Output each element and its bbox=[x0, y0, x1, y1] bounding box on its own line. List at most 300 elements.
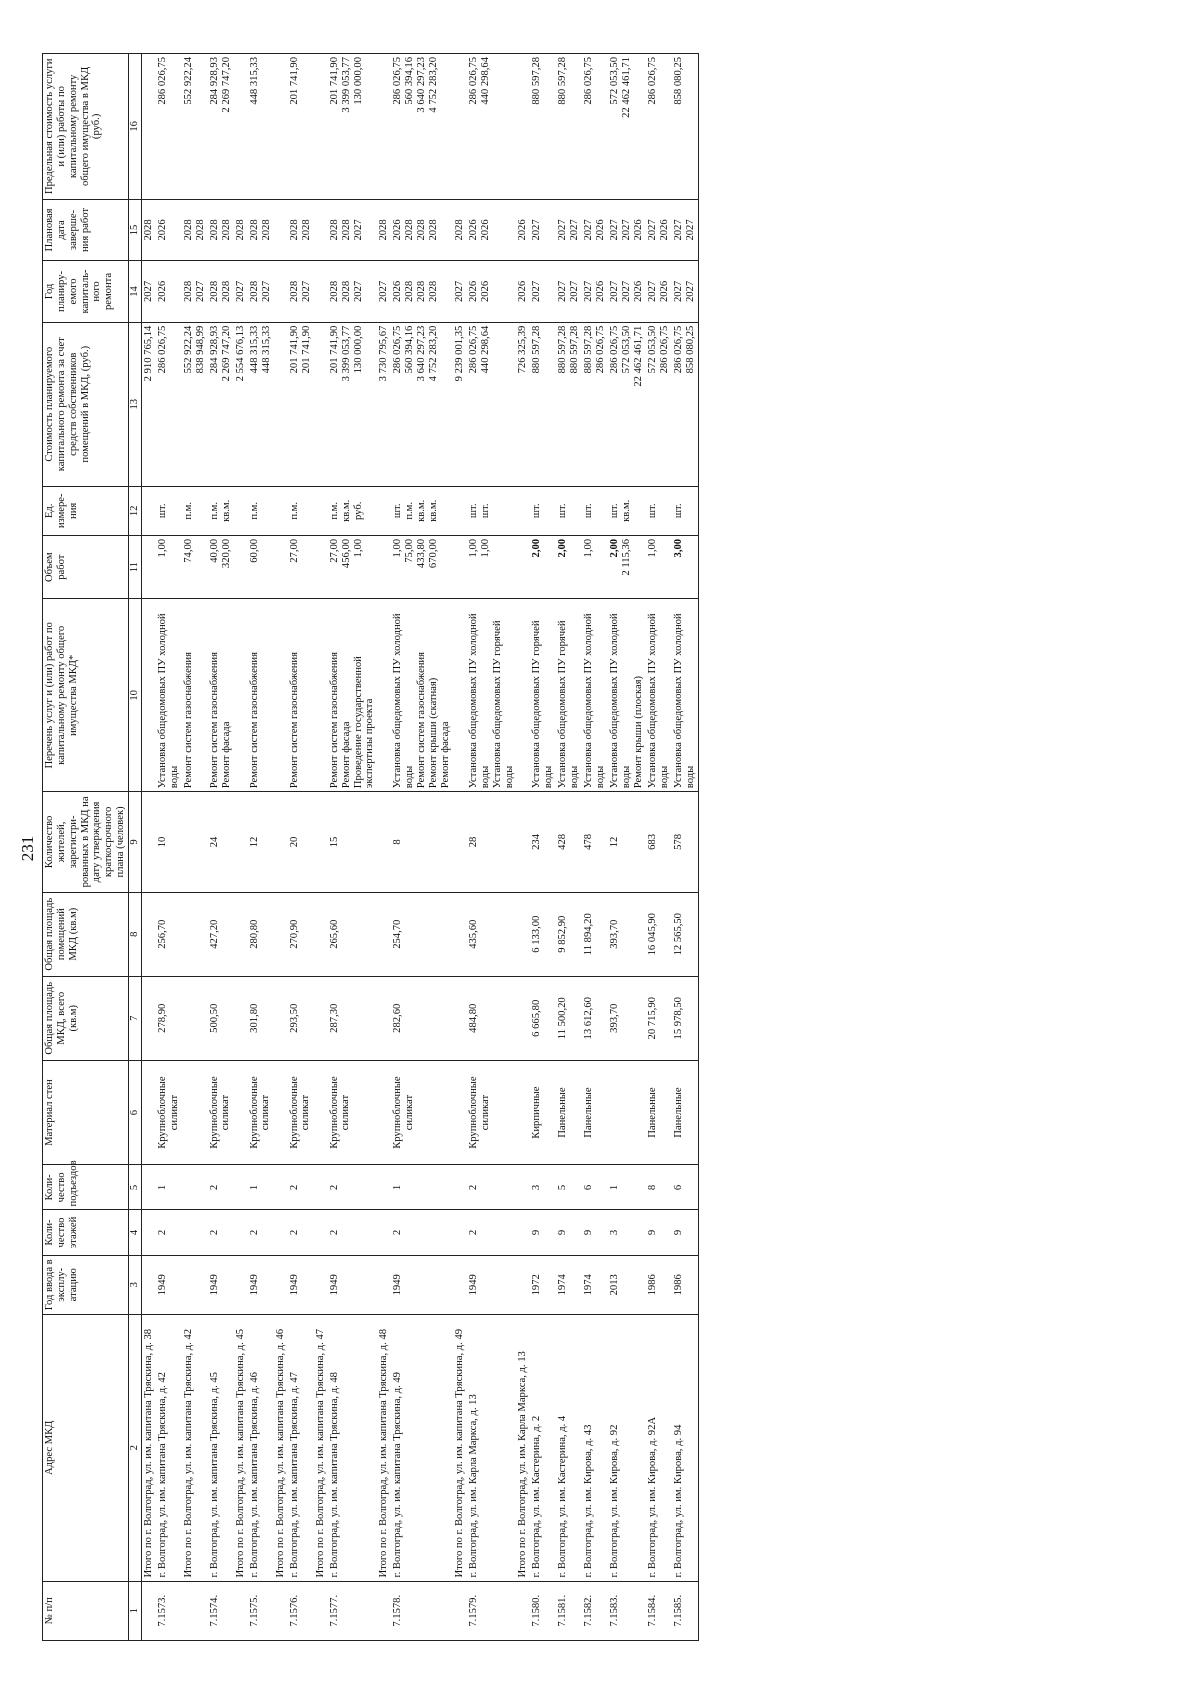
volume-line: 1,00 bbox=[480, 538, 492, 558]
address-cell: г. Волгоград, ул. им. Кирова, д. 92А bbox=[646, 1315, 672, 1582]
unit-cell bbox=[182, 486, 208, 535]
limit-cost-cell bbox=[391, 54, 453, 200]
works-line: Установка общедомовых ПУ холодной воды bbox=[392, 613, 416, 789]
end-date-line: 2026 bbox=[468, 219, 480, 241]
volume-line bbox=[143, 539, 155, 596]
year-built-cell: 1949 bbox=[288, 1255, 314, 1314]
volume-cell bbox=[646, 535, 672, 599]
plan-year-line: 2028 bbox=[416, 280, 428, 303]
entrances-cell: 8 bbox=[646, 1165, 672, 1210]
plan-year-line bbox=[275, 264, 287, 319]
floors-cell: 9 bbox=[646, 1210, 672, 1255]
unit-cell bbox=[156, 486, 182, 535]
limit-cost-line bbox=[517, 57, 529, 196]
floors-cell: 2 bbox=[208, 1210, 234, 1255]
works-cell bbox=[646, 599, 672, 792]
works-cell bbox=[582, 599, 608, 792]
plan-year-cell bbox=[672, 261, 699, 323]
plan-year-line: 2028 bbox=[288, 280, 300, 303]
year-built-cell bbox=[377, 1255, 391, 1314]
unit-line: руб. bbox=[352, 501, 364, 520]
premises-area-cell bbox=[274, 892, 288, 976]
end-date-line: 2028 bbox=[182, 219, 194, 241]
unit-line: кв.м. bbox=[220, 499, 232, 522]
unit-cell bbox=[141, 486, 156, 535]
premises-area-cell: 12 565,50 bbox=[672, 892, 699, 976]
plan-year-line: 2028 bbox=[182, 280, 194, 303]
row-number bbox=[453, 1581, 467, 1640]
address-cell: г. Волгоград, ул. им. Кирова, д. 94 bbox=[672, 1315, 699, 1582]
plan-year-line: 2028 bbox=[428, 280, 440, 303]
limit-cost-line: 572 053,50 bbox=[609, 57, 621, 105]
plan-year-cell bbox=[234, 261, 248, 323]
floors-cell: 2 bbox=[288, 1210, 314, 1255]
address-cell: г. Волгоград, ул. им. капитана Тряскина, д. 47 bbox=[288, 1315, 314, 1582]
end-date-line: 2026 bbox=[392, 219, 404, 241]
end-date-line: 2028 bbox=[428, 219, 440, 241]
total-area-cell bbox=[516, 976, 530, 1060]
limit-cost-cell bbox=[156, 54, 182, 200]
end-date-line: 2027 bbox=[609, 219, 621, 241]
unit-line: шт. bbox=[468, 503, 480, 519]
plan-year-cell bbox=[248, 261, 274, 323]
end-date-cell bbox=[141, 199, 156, 261]
floors-cell bbox=[182, 1210, 208, 1255]
row-number: 7.1577. bbox=[328, 1581, 378, 1640]
address-cell: г. Волгоград, ул. им. Кирова, д. 43 bbox=[582, 1315, 608, 1582]
end-date-line bbox=[275, 203, 287, 258]
residents-cell bbox=[182, 792, 208, 892]
cost-line: 880 597,28 bbox=[557, 325, 569, 374]
unit-cell bbox=[453, 486, 467, 535]
row-number: 7.1578. bbox=[391, 1581, 453, 1640]
wall-material-cell bbox=[453, 1060, 467, 1165]
works-line: Ремонт фасада bbox=[440, 721, 452, 789]
cost-line: 284 928,93 bbox=[208, 325, 220, 374]
cost-line: 286 026,75 bbox=[595, 325, 607, 374]
limit-cost-cell bbox=[234, 54, 248, 200]
plan-year-cell bbox=[467, 261, 516, 323]
limit-cost-line: 552 922,24 bbox=[182, 57, 194, 105]
cost-line bbox=[275, 326, 287, 483]
end-date-line: 2027 bbox=[557, 219, 569, 241]
premises-area-cell bbox=[314, 892, 328, 976]
header-cell: Материал стен bbox=[43, 1060, 129, 1165]
works-line: Ремонт систем газоснабжения bbox=[328, 652, 340, 789]
premises-area-cell: 270,90 bbox=[288, 892, 314, 976]
limit-cost-cell bbox=[248, 54, 274, 200]
entrances-cell bbox=[182, 1165, 208, 1210]
row-number: 7.1579. bbox=[467, 1581, 516, 1640]
limit-cost-cell bbox=[556, 54, 582, 200]
row-number bbox=[234, 1581, 248, 1640]
address-cell: Итого по г. Волгоград, ул. им. Карла Маркса, д. 13 bbox=[516, 1315, 530, 1582]
volume-line: 3,00 bbox=[673, 538, 685, 558]
floors-cell: 9 bbox=[582, 1210, 608, 1255]
row-number bbox=[516, 1581, 530, 1640]
limit-cost-line: 201 741,90 bbox=[328, 57, 340, 105]
volume-line bbox=[454, 539, 466, 596]
premises-area-cell: 6 133,00 bbox=[530, 892, 556, 976]
wall-material-cell: Крупноблочные силикат bbox=[208, 1060, 234, 1165]
works-cell bbox=[467, 599, 516, 792]
floors-cell bbox=[314, 1210, 328, 1255]
volume-line: 456,00 bbox=[340, 538, 352, 569]
cost-line: 286 026,75 bbox=[392, 325, 404, 374]
volume-cell bbox=[556, 535, 582, 599]
volume-line: 1,00 bbox=[352, 538, 364, 558]
wall-material-cell: Крупноблочные силикат bbox=[156, 1060, 182, 1165]
entrances-cell: 3 bbox=[530, 1165, 556, 1210]
residents-cell bbox=[516, 792, 530, 892]
end-date-cell bbox=[314, 199, 328, 261]
limit-cost-line: 440 298,64 bbox=[480, 57, 492, 105]
plan-year-cell bbox=[377, 261, 391, 323]
total-area-cell: 301,80 bbox=[248, 976, 274, 1060]
cost-line: 3 399 053,77 bbox=[340, 325, 352, 382]
residents-cell: 578 bbox=[672, 792, 699, 892]
volume-cell bbox=[453, 535, 467, 599]
column-number: 16 bbox=[129, 54, 142, 200]
plan-year-line: 2027 bbox=[194, 280, 206, 303]
column-number: 10 bbox=[129, 599, 142, 792]
premises-area-cell: 265,60 bbox=[328, 892, 378, 976]
entrances-cell bbox=[314, 1165, 328, 1210]
limit-cost-line: 286 026,75 bbox=[647, 57, 659, 105]
works-line: Ремонт систем газоснабжения bbox=[208, 652, 220, 789]
works-line: Установка общедомовых ПУ холодной воды bbox=[468, 613, 491, 789]
total-area-cell bbox=[234, 976, 248, 1060]
end-date-line: 2026 bbox=[517, 219, 529, 241]
address-cell: Итого по г. Волгоград, ул. им. капитана Тряскина, д. 46 bbox=[274, 1315, 288, 1582]
cost-line: 726 325,39 bbox=[517, 325, 529, 374]
works-line: Ремонт крыши (плоская) bbox=[632, 675, 644, 789]
end-date-line: 2028 bbox=[404, 219, 416, 241]
wall-material-cell: Крупноблочные силикат bbox=[248, 1060, 274, 1165]
plan-year-line: 2026 bbox=[633, 280, 645, 303]
cost-cell bbox=[377, 322, 391, 486]
floors-cell: 2 bbox=[467, 1210, 516, 1255]
row-number: 7.1585. bbox=[672, 1581, 699, 1640]
limit-cost-line: 880 597,28 bbox=[531, 57, 543, 105]
unit-cell bbox=[377, 486, 391, 535]
plan-year-cell bbox=[208, 261, 234, 323]
cost-cell bbox=[391, 322, 453, 486]
table-row bbox=[328, 54, 378, 1641]
volume-line: 1,00 bbox=[647, 538, 659, 558]
plan-year-line: 2027 bbox=[647, 280, 659, 303]
volume-cell bbox=[274, 535, 288, 599]
works-line bbox=[454, 602, 466, 788]
plan-year-line: 2026 bbox=[156, 280, 168, 303]
cost-line: 448 315,33 bbox=[248, 325, 260, 374]
end-date-line: 2028 bbox=[208, 219, 220, 241]
total-area-cell: 484,80 bbox=[467, 976, 516, 1060]
cost-line: 2 910 765,14 bbox=[142, 325, 154, 382]
end-date-cell bbox=[377, 199, 391, 261]
address-cell: г. Волгоград, ул. им. Кастерина, д. 4 bbox=[556, 1315, 582, 1582]
unit-line: кв.м. bbox=[621, 499, 633, 522]
end-date-line: 2027 bbox=[673, 219, 685, 241]
end-date-line: 2027 bbox=[569, 219, 581, 241]
cost-line: 201 741,90 bbox=[288, 325, 300, 374]
unit-line bbox=[275, 490, 287, 532]
table-row bbox=[156, 54, 182, 1641]
total-area-cell: 278,90 bbox=[156, 976, 182, 1060]
residents-cell: 12 bbox=[608, 792, 646, 892]
entrances-cell bbox=[516, 1165, 530, 1210]
unit-line: п.м. bbox=[328, 501, 340, 520]
plan-year-cell bbox=[288, 261, 314, 323]
premises-area-cell: 393,70 bbox=[608, 892, 646, 976]
unit-cell bbox=[672, 486, 699, 535]
cost-cell bbox=[141, 322, 156, 486]
column-number: 9 bbox=[129, 792, 142, 892]
end-date-line: 2027 bbox=[647, 219, 659, 241]
works-line: Ремонт фасада bbox=[220, 721, 232, 789]
table-row bbox=[274, 54, 288, 1641]
end-date-line: 2028 bbox=[288, 219, 300, 241]
plan-year-cell bbox=[141, 261, 156, 323]
volume-line: 2,00 bbox=[557, 538, 569, 558]
end-date-line: 2026 bbox=[595, 219, 607, 241]
table-row bbox=[208, 54, 234, 1641]
row-number: 7.1583. bbox=[608, 1581, 646, 1640]
row-number bbox=[274, 1581, 288, 1640]
unit-line: шт. bbox=[647, 503, 659, 519]
unit-line: кв.м. bbox=[416, 499, 428, 522]
end-date-line: 2028 bbox=[234, 219, 246, 241]
wall-material-cell bbox=[314, 1060, 328, 1165]
limit-cost-cell bbox=[453, 54, 467, 200]
wall-material-cell bbox=[608, 1060, 646, 1165]
cost-line: 3 730 795,67 bbox=[378, 325, 390, 382]
works-cell bbox=[234, 599, 248, 792]
cost-line: 286 026,75 bbox=[673, 325, 685, 374]
end-date-cell bbox=[288, 199, 314, 261]
volume-cell bbox=[208, 535, 234, 599]
cost-cell bbox=[328, 322, 378, 486]
volume-cell bbox=[182, 535, 208, 599]
wall-material-cell bbox=[182, 1060, 208, 1165]
page-number: 231 bbox=[18, 835, 37, 862]
end-date-line: 2026 bbox=[480, 219, 492, 241]
residents-cell: 12 bbox=[248, 792, 274, 892]
works-line bbox=[517, 602, 529, 788]
end-date-line: 2026 bbox=[633, 219, 645, 241]
header-cell: Коли-чество этажей bbox=[43, 1210, 129, 1255]
unit-cell bbox=[516, 486, 530, 535]
unit-cell bbox=[467, 486, 516, 535]
volume-line bbox=[235, 539, 247, 596]
residents-cell bbox=[274, 792, 288, 892]
works-line bbox=[275, 602, 287, 788]
plan-year-cell bbox=[608, 261, 646, 323]
works-cell bbox=[141, 599, 156, 792]
unit-line: шт. bbox=[673, 503, 685, 519]
limit-cost-line: 560 394,16 bbox=[404, 57, 416, 105]
limit-cost-cell bbox=[530, 54, 556, 200]
entrances-cell bbox=[234, 1165, 248, 1210]
wall-material-cell: Панельные bbox=[556, 1060, 582, 1165]
volume-cell bbox=[288, 535, 314, 599]
total-area-cell: 20 715,90 bbox=[646, 976, 672, 1060]
floors-cell bbox=[516, 1210, 530, 1255]
works-cell bbox=[516, 599, 530, 792]
unit-line: кв.м. bbox=[340, 499, 352, 522]
column-number: 4 bbox=[129, 1210, 142, 1255]
works-cell bbox=[672, 599, 699, 792]
table-row bbox=[582, 54, 608, 1641]
cost-cell bbox=[248, 322, 274, 486]
works-cell bbox=[530, 599, 556, 792]
address-cell: Итого по г. Волгоград, ул. им. капитана Тряскина, д. 38 bbox=[141, 1315, 156, 1582]
works-cell bbox=[556, 599, 582, 792]
table-row bbox=[646, 54, 672, 1641]
total-area-cell: 13 612,60 bbox=[582, 976, 608, 1060]
volume-line: 2 115,36 bbox=[621, 538, 633, 576]
cost-line: 880 597,28 bbox=[583, 325, 595, 374]
end-date-cell bbox=[467, 199, 516, 261]
entrances-cell: 2 bbox=[288, 1165, 314, 1210]
unit-cell bbox=[608, 486, 646, 535]
plan-year-cell bbox=[646, 261, 672, 323]
header-row bbox=[43, 54, 129, 1641]
premises-area-cell: 254,70 bbox=[391, 892, 453, 976]
header-cell: Адрес МКД bbox=[43, 1315, 129, 1582]
repair-plan-table bbox=[42, 53, 699, 1641]
residents-cell: 8 bbox=[391, 792, 453, 892]
floors-cell bbox=[274, 1210, 288, 1255]
limit-cost-line: 3 399 053,77 bbox=[340, 57, 352, 113]
premises-area-cell bbox=[453, 892, 467, 976]
volume-line: 2,00 bbox=[531, 538, 543, 558]
volume-line: 75,00 bbox=[404, 538, 416, 563]
year-built-cell: 1974 bbox=[556, 1255, 582, 1314]
address-cell: г. Волгоград, ул. им. капитана Тряскина, д. 49 bbox=[391, 1315, 453, 1582]
works-line: Установка общедомовых ПУ горячей воды bbox=[557, 620, 581, 789]
volume-cell bbox=[248, 535, 274, 599]
address-cell: г. Волгоград, ул. им. капитана Тряскина, д. 46 bbox=[248, 1315, 274, 1582]
cost-line: 286 026,75 bbox=[609, 325, 621, 374]
works-line: Проведение государственной экспертизы проекта bbox=[352, 656, 376, 789]
plan-year-cell bbox=[182, 261, 208, 323]
end-date-line: 2028 bbox=[416, 219, 428, 241]
address-cell: Итого по г. Волгоград, ул. им. капитана Тряскина, д. 47 bbox=[314, 1315, 328, 1582]
year-built-cell: 1986 bbox=[646, 1255, 672, 1314]
plan-year-cell bbox=[530, 261, 556, 323]
plan-year-line: 2027 bbox=[557, 280, 569, 303]
residents-cell: 428 bbox=[556, 792, 582, 892]
works-cell bbox=[608, 599, 646, 792]
volume-cell bbox=[530, 535, 556, 599]
cost-line: 2 269 747,20 bbox=[220, 325, 232, 382]
premises-area-cell: 16 045,90 bbox=[646, 892, 672, 976]
limit-cost-cell bbox=[516, 54, 530, 200]
cost-cell bbox=[156, 322, 182, 486]
year-built-cell bbox=[453, 1255, 467, 1314]
volume-cell bbox=[516, 535, 530, 599]
address-cell: г. Волгоград, ул. им. капитана Тряскина, д. 48 bbox=[328, 1315, 378, 1582]
plan-year-line: 2027 bbox=[531, 280, 543, 303]
volume-cell bbox=[582, 535, 608, 599]
limit-cost-cell bbox=[328, 54, 378, 200]
works-line: Установка общедомовых ПУ горячей воды bbox=[491, 620, 515, 789]
year-built-cell: 1949 bbox=[391, 1255, 453, 1314]
end-date-line bbox=[315, 203, 327, 258]
volume-line: 433,80 bbox=[416, 538, 428, 569]
wall-material-cell: Панельные bbox=[672, 1060, 699, 1165]
cost-line: 552 922,24 bbox=[182, 325, 194, 374]
row-number: 7.1576. bbox=[288, 1581, 314, 1640]
plan-year-line: 2027 bbox=[621, 280, 633, 303]
address-cell: г. Волгоград, ул. им. капитана Тряскина, д. 45 bbox=[208, 1315, 234, 1582]
works-line: Установка общедомовых ПУ холодной воды bbox=[673, 613, 697, 789]
plan-year-line: 2027 bbox=[673, 280, 685, 303]
works-cell bbox=[328, 599, 378, 792]
wall-material-cell: Крупноблочные силикат bbox=[391, 1060, 453, 1165]
total-area-cell: 393,70 bbox=[608, 976, 646, 1060]
row-number bbox=[377, 1581, 391, 1640]
address-cell: Итого по г. Волгоград, ул. им. капитана Тряскина, д. 49 bbox=[453, 1315, 467, 1582]
works-cell bbox=[248, 599, 274, 792]
volume-line: 40,00 bbox=[208, 538, 220, 563]
volume-line: 320,00 bbox=[220, 538, 232, 569]
row-number: 7.1574. bbox=[208, 1581, 234, 1640]
cost-line: 572 053,50 bbox=[647, 325, 659, 374]
column-number: 2 bbox=[129, 1315, 142, 1582]
unit-line: п.м. bbox=[288, 501, 300, 520]
limit-cost-line: 286 026,75 bbox=[392, 57, 404, 105]
header-cell: Объем работ bbox=[43, 535, 129, 599]
cost-cell bbox=[208, 322, 234, 486]
volume-line: 1,00 bbox=[583, 538, 595, 558]
table-row bbox=[248, 54, 274, 1641]
limit-cost-cell bbox=[182, 54, 208, 200]
entrances-cell: 6 bbox=[672, 1165, 699, 1210]
volume-line: 2,00 bbox=[609, 538, 621, 558]
entrances-cell: 1 bbox=[156, 1165, 182, 1210]
column-number: 7 bbox=[129, 976, 142, 1060]
address-cell: г. Волгоград, ул. им. Кастерина, д. 2 bbox=[530, 1315, 556, 1582]
entrances-cell bbox=[453, 1165, 467, 1210]
unit-line: шт. bbox=[557, 503, 569, 519]
wall-material-cell bbox=[516, 1060, 530, 1165]
unit-line: кв.м. bbox=[428, 499, 440, 522]
entrances-cell: 2 bbox=[467, 1165, 516, 1210]
cost-line: 130 000,00 bbox=[352, 325, 364, 374]
end-date-line: 2027 bbox=[583, 219, 595, 241]
volume-line: 27,00 bbox=[288, 538, 300, 563]
unit-cell bbox=[646, 486, 672, 535]
premises-area-cell bbox=[234, 892, 248, 976]
volume-line: 27,00 bbox=[328, 538, 340, 563]
unit-line bbox=[454, 490, 466, 532]
column-number: 3 bbox=[129, 1255, 142, 1314]
wall-material-cell: Панельные bbox=[582, 1060, 608, 1165]
end-date-cell bbox=[208, 199, 234, 261]
residents-cell bbox=[234, 792, 248, 892]
floors-cell: 2 bbox=[156, 1210, 182, 1255]
residents-cell: 683 bbox=[646, 792, 672, 892]
cost-cell bbox=[556, 322, 582, 486]
end-date-cell bbox=[234, 199, 248, 261]
premises-area-cell: 9 852,90 bbox=[556, 892, 582, 976]
limit-cost-line: 3 640 297,23 bbox=[416, 57, 428, 113]
premises-area-cell bbox=[141, 892, 156, 976]
premises-area-cell: 435,60 bbox=[467, 892, 516, 976]
floors-cell bbox=[453, 1210, 467, 1255]
